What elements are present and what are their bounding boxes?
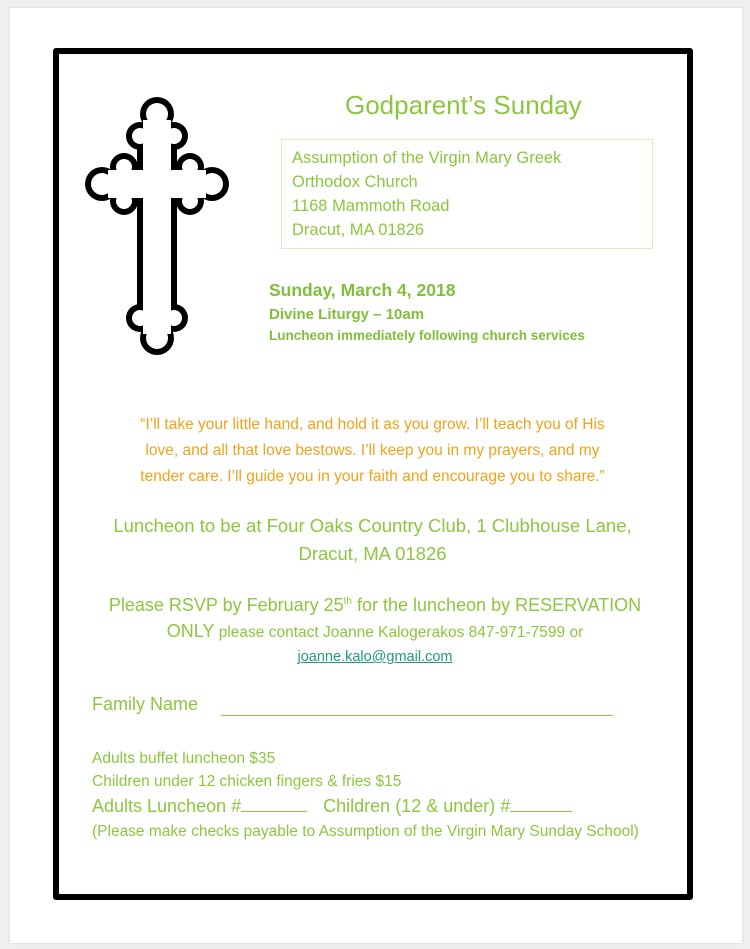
children-price: Children under 12 chicken fingers & fries $15 <box>92 773 402 790</box>
page-title: Godparent’s Sunday <box>345 90 582 120</box>
children-count-label: Children (12 & under) # <box>323 796 511 816</box>
rsvp-info <box>70 592 680 668</box>
venue-info <box>90 512 655 568</box>
pricing-section <box>92 747 692 843</box>
address-line: Orthodox Church <box>292 173 418 191</box>
family-name-label: Family Name <box>92 694 199 714</box>
family-name-field[interactable] <box>221 715 613 716</box>
count-row <box>92 793 692 820</box>
rsvp-only: ONLY <box>166 621 215 641</box>
church-address-box <box>281 139 653 249</box>
venue-line: Luncheon to be at Four Oaks Country Club, 1 Clubhouse Lane, <box>113 515 632 536</box>
rsvp-prefix: Please RSVP by February 25 <box>108 595 344 615</box>
children-count-field[interactable] <box>510 797 572 812</box>
rsvp-contact-text: please contact Joanne Kalogerakos 847-971-7599 or <box>214 624 584 641</box>
luncheon-note: Luncheon immediately following church services <box>269 328 585 343</box>
address-line: Dracut, MA 01826 <box>292 221 425 239</box>
address-line: 1168 Mammoth Road <box>292 197 450 215</box>
email-link[interactable]: joanne.kalo@gmail.com <box>297 649 453 665</box>
rsvp-contact <box>70 618 680 646</box>
event-date: Sunday, March 4, 2018 <box>269 280 456 300</box>
poem-quote <box>90 412 655 490</box>
poem-line: tender care. I’ll guide you in your faith and encourage you to share.” <box>140 468 605 485</box>
rsvp-sup: th <box>343 596 352 607</box>
venue-line: Dracut, MA 01826 <box>298 543 447 564</box>
rsvp-deadline <box>70 592 680 618</box>
adults-count-field[interactable] <box>241 797 307 812</box>
liturgy-time: Divine Liturgy – 10am <box>269 306 425 323</box>
adults-buffet-price: Adults buffet luncheon $35 <box>92 750 276 767</box>
address-line: Assumption of the Virgin Mary Greek <box>292 149 562 167</box>
adults-count-label: Adults Luncheon # <box>92 796 242 816</box>
rsvp-suffix: for the luncheon by RESERVATION <box>352 595 642 615</box>
orthodox-cross-icon <box>82 94 232 360</box>
poem-line: “I’ll take your little hand, and hold it as you grow. I’ll teach you of His <box>140 416 605 433</box>
checks-note: (Please make checks payable to Assumption of the Virgin Mary Sunday School) <box>92 823 639 840</box>
poem-line: love, and all that love bestows. I’ll keep you in my prayers, and my <box>145 442 600 459</box>
